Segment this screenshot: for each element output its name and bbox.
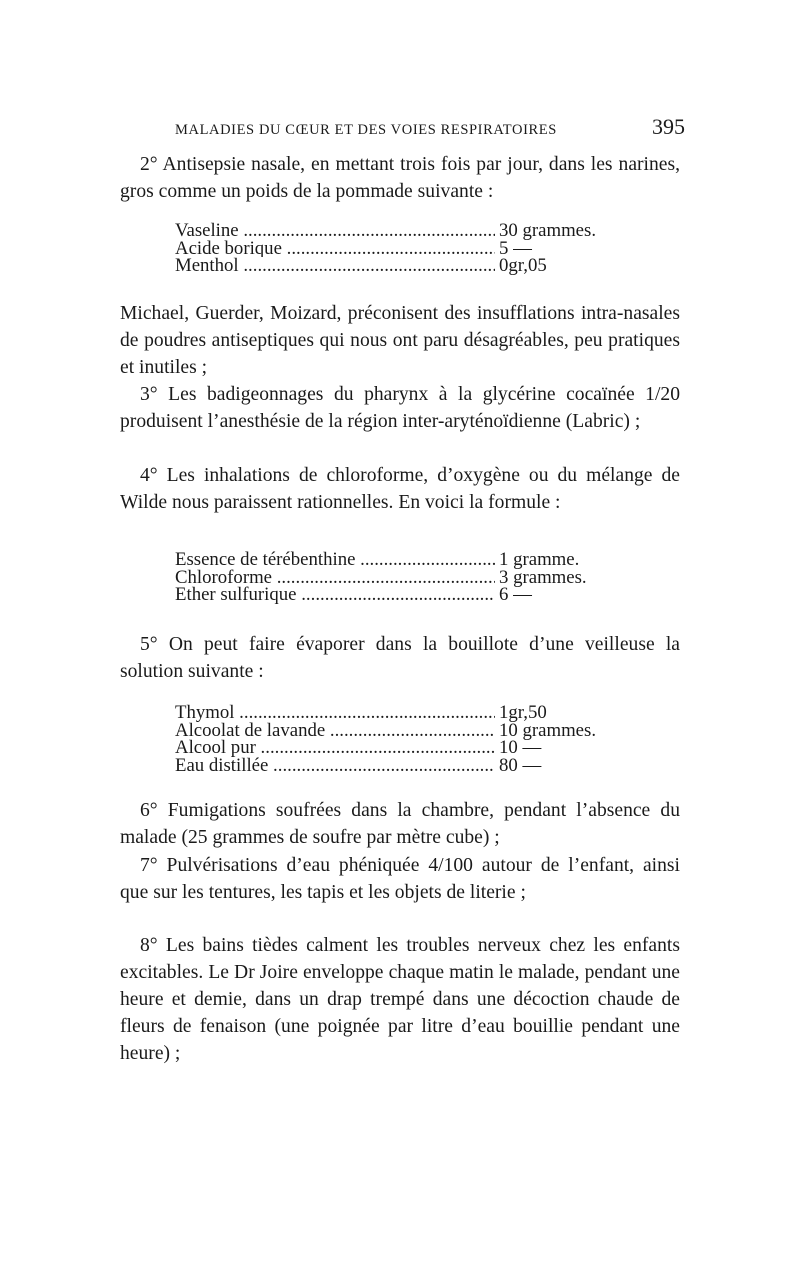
paragraph-7: 7° Pulvérisations d’eau phéniquée 4/100 autour de l’enfant, ainsi que sur les tentures, les tapis et les objets de literie ;: [120, 855, 680, 903]
ingredient-quantity: 30 grammes.: [499, 220, 597, 241]
recipe-solution: [175, 704, 645, 774]
ingredient-name: Ether sulfurique .....: [175, 586, 495, 604]
paragraph-4: 4° Les inhalations de chloroforme, d’oxygène ou du mélange de Wilde nous paraissent rationnelles. En voici la formule :: [120, 465, 680, 513]
ingredient-quantity: 1gr,50: [499, 702, 547, 723]
paragraph-3: 3° Les badigeonnages du pharynx à la glycérine cocaïnée 1/20 produisent l’anesthésie de la région inter-aryténoïdienne (Labric) ;: [120, 384, 680, 432]
ingredient-quantity: 1 gramme.: [499, 549, 580, 570]
recipe-row: [175, 566, 645, 588]
ingredient-name: Eau distillée .....: [175, 757, 495, 775]
ingredient-name: Thymol .....: [175, 704, 495, 722]
recipe-row: [175, 586, 645, 604]
ingredient-quantity: 80 —: [499, 754, 542, 776]
ingredient-name: Essence de térébenthine .....: [175, 551, 495, 569]
recipe-row: [175, 222, 645, 240]
paragraph-michael: Michael, Guerder, Moizard, préconisent des insufflations intra-nasales de poudres antiseptiques qui nous ont paru désagréables, peu pratiques et inutiles ;: [120, 303, 680, 378]
ingredient-quantity: 0gr,05: [499, 255, 547, 276]
ingredient-quantity: 10 grammes.: [499, 719, 597, 741]
ingredient-name: Alcoolat de lavande .....: [175, 722, 495, 740]
ingredient-quantity: 6 —: [499, 584, 532, 605]
recipe-pommade: [175, 222, 645, 275]
recipe-row: [175, 719, 645, 741]
paragraph-5: 5° On peut faire évaporer dans la bouillote d’une veilleuse la solution suivante :: [120, 634, 680, 682]
ingredient-name: Vaseline .....: [175, 222, 495, 240]
running-header: [175, 114, 685, 140]
ingredient-name: Acide borique .....: [175, 240, 495, 258]
ingredient-quantity: 5 —: [499, 237, 532, 259]
recipe-inhalation: [175, 551, 645, 604]
ingredient-name: Menthol .....: [175, 257, 495, 275]
paragraph-2: 2° Antisepsie nasale, en mettant trois fois par jour, dans les narines, gros comme un poids de la pommade suivante :: [120, 154, 680, 202]
paragraph-6: 6° Fumigations soufrées dans la chambre, pendant l’absence du malade (25 grammes de soufre par mètre cube) ;: [120, 800, 680, 848]
running-title: MALADIES DU CŒUR ET DES VOIES RESPIRATOIRES: [175, 122, 557, 138]
ingredient-name: Alcool pur .....: [175, 739, 495, 757]
ingredient-quantity: 3 grammes.: [499, 566, 587, 588]
recipe-row: [175, 551, 645, 569]
ingredient-name: Chloroforme .....: [175, 569, 495, 587]
recipe-row: [175, 257, 645, 275]
page-number: 395: [652, 114, 685, 139]
recipe-row: [175, 739, 645, 757]
recipe-row: [175, 754, 645, 776]
ingredient-quantity: 10 —: [499, 737, 542, 758]
recipe-row: [175, 704, 645, 722]
recipe-row: [175, 237, 645, 259]
paragraph-8: 8° Les bains tièdes calment les troubles nerveux chez les enfants excitables. Le Dr Joire enveloppe chaque matin le malade, pendant une heure et demie, dans un drap trempé dans une décoction chaude de fleurs de fenaison (une poignée par litre d’eau bouillie pendant une heure) ;: [120, 935, 680, 1064]
